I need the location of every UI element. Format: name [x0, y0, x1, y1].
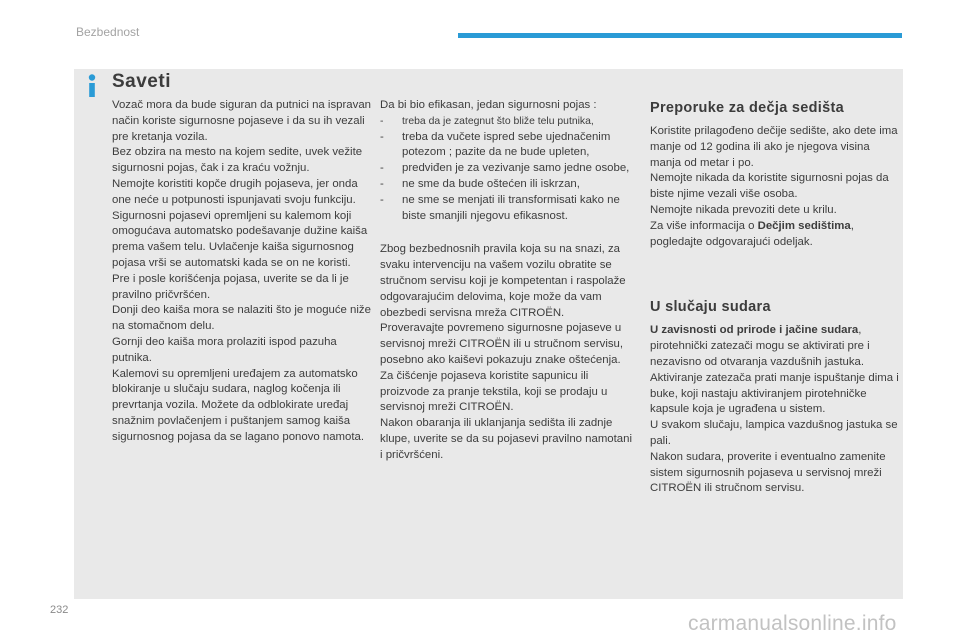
paragraph: Zbog bezbednosnih pravila koja su na snazi, za svaku intervenciju na vašem vozilu obratite se stručnom servisu koji je kompetentan i raspolaže odgovarajućim delovima, koje može da vam obezbedi servisna mreža CITROËN. [380, 243, 626, 319]
dash-bullet: - [380, 130, 384, 143]
spacer [380, 224, 635, 242]
watermark: carmanualsonline.info [688, 612, 897, 635]
paragraph: Nemojte nikada prevoziti dete u krilu. [650, 203, 837, 216]
paragraph: Aktiviranje zatezača prati manje ispuštanje dima i buke, koji nastaju aktiviranjem pirotehničke kapsule koja je ugrađena u sistem. [650, 371, 899, 416]
paragraph: Proveravajte povremeno sigurnosne pojaseve u servisnoj mreži CITROËN ili u stručnom servisu, posebno ako kaiševi pokazuju znake oštećenja. [380, 322, 624, 366]
column-1 [112, 98, 374, 446]
paragraph: U svakom slučaju, lampica vazdušnog jastuka se pali. [650, 419, 898, 447]
belt-requirements-list [380, 114, 635, 225]
list-item [380, 114, 635, 130]
paragraph: Bez obzira na mesto na kojem sedite, uvek vežite sigurnosni pojas, čak i za kraću vožnju. [112, 146, 363, 175]
panel-title: Saveti [112, 71, 171, 92]
list-item [380, 161, 635, 177]
page-number: 232 [50, 604, 69, 616]
child-seats-heading: Preporuke za dečja sedišta [650, 100, 844, 116]
list-item-text: treba da vučete ispred sebe ujednačenim potezom ; pazite da ne bude upleten, [402, 130, 611, 159]
paragraph: Nemojte nikada da koristite sigurnosni pojas da biste njime vezali više osoba. [650, 172, 889, 201]
list-item-text: treba da je zategnut što bliže telu putnika, [402, 115, 594, 127]
dash-bullet: - [380, 162, 384, 175]
list-item [380, 130, 635, 162]
column-2 [380, 98, 635, 464]
list-item-text: ne sme da bude oštećen ili iskrzan, [402, 177, 580, 190]
column-3 [650, 99, 902, 497]
paragraph: Kalemovi su opremljeni uređajem za automatsko blokiranje u slučaju sudara, naglog kočenja ili prevrtanja vozila. Možete da odblokirate uređaj snažnim povlačenjem i puštanjem samog kaiša sigurnosnog pojasa da se lagano ponovo namota. [112, 367, 365, 443]
paragraph: Koristite prilagođeno dečije sedište, ako dete ima manje od 12 godina ili ako je njegova visina manja od metar i po. [650, 125, 898, 169]
list-item [380, 193, 635, 225]
header-accent-rule [458, 33, 902, 38]
paragraph: Pre i posle korišćenja pojasa, uverite se da li je pravilno pričvršćen. [112, 272, 349, 301]
reference-link-text: Dečjim sedištima [757, 219, 851, 232]
collision-lead [650, 323, 902, 370]
reference-suffix: , pogledajte odgovarajući odeljak. [650, 219, 854, 248]
paragraph: Sigurnosni pojasevi opremljeni su kalemom koji omogućava automatsko podešavanje dužine kaiša prema vašem telu. Uvlačenje kaiša sigurnosnog pojasa vrši se automatski kada se on ne koristi. [112, 209, 368, 269]
paragraph: Vozač mora da bude siguran da putnici na ispravan način koriste sigurnosne pojaseve i da su ih vezali pre kretanja vozila. [112, 99, 371, 143]
info-icon [83, 73, 101, 99]
list-item-text: ne sme se menjati ili transformisati kako ne biste smanjili njegovu efikasnost. [402, 193, 620, 222]
child-seats-reference [650, 219, 902, 251]
reference-prefix: Za više informacija o [650, 219, 758, 232]
lead-bold: U zavisnosti od prirode i jačine sudara [650, 324, 859, 337]
dash-bullet: - [380, 115, 384, 127]
dash-bullet: - [380, 193, 384, 206]
belt-requirements-intro: Da bi bio efikasan, jedan sigurnosni pojas : [380, 99, 597, 111]
lead-rest: , pirotehnički zatezači mogu se aktivirati pre i nezavisno od otvaranja vazdušnih jastuka. [650, 324, 870, 368]
collision-heading: U slučaju sudara [650, 299, 771, 316]
paragraph: Nemojte koristiti kopče drugih pojaseva, jer onda one neće u potpunosti ispunjavati svoju funkciju. [112, 177, 358, 206]
list-item-text: predviđen je za vezivanje samo jedne osobe, [402, 162, 630, 175]
paragraph: Gornji deo kaiša mora prolaziti ispod pazuha putnika. [112, 335, 337, 364]
paragraph: Za čišćenje pojaseva koristite sapunicu ili proizvode za pranje tekstila, koji se prodaju u servisnoj mreži CITROËN. [380, 369, 608, 414]
list-item [380, 177, 635, 193]
section-title: Bezbednost [76, 25, 140, 39]
paragraph: Donji deo kaiša mora se nalaziti što je moguće niže na stomačnom delu. [112, 304, 371, 333]
dash-bullet: - [380, 177, 384, 190]
paragraph: Nakon sudara, proverite i eventualno zamenite sistem sigurnosnih pojaseva u servisnoj mreži CITROËN ili stručnom servisu. [650, 450, 886, 495]
spacer [650, 250, 902, 298]
paragraph: Nakon obaranja ili uklanjanja sedišta ili zadnje klupe, uverite se da su pojasevi pravilno namotani i pričvršćeni. [380, 417, 633, 461]
